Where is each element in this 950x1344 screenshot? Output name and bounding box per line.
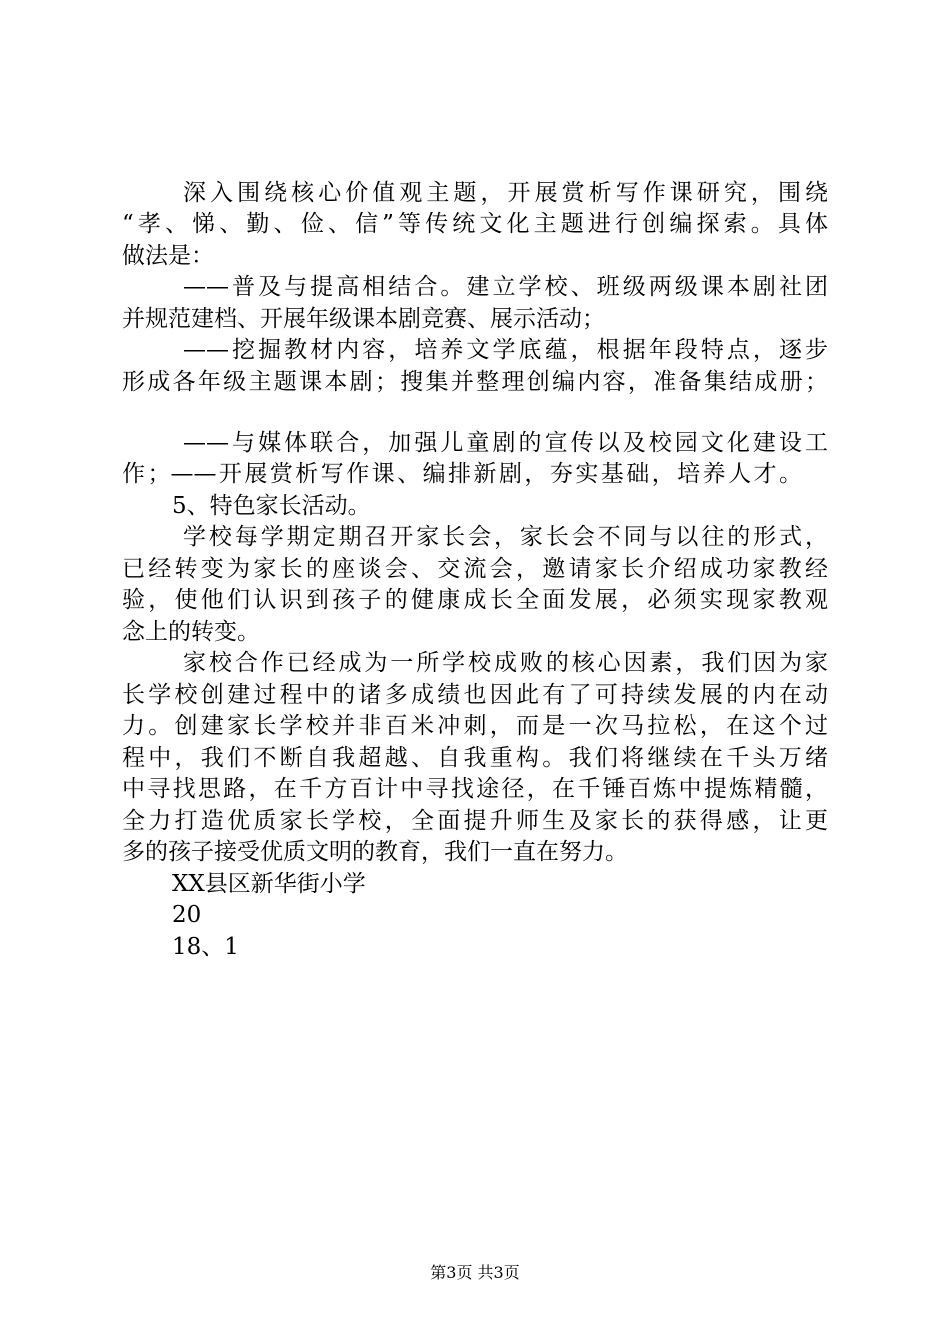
paragraph-3-line-5: 中寻找思路，在千方百计中寻找途径，在千锤百炼中提炼精髓，	[122, 776, 828, 802]
list-item-2-line-1: ——挖掘教材内容，培养文学底蕴，根据年段特点，逐步	[183, 337, 828, 363]
paragraph-1-line-3: 做法是：	[122, 243, 214, 269]
list-item-3-line-2: 作；——开展赏析写作课、编排新剧，夯实基础，培养人才。	[122, 461, 802, 487]
paragraph-2-line-1: 学校每学期定期召开家长会，家长会不同与以往的形式，	[183, 524, 828, 550]
paragraph-1-line-2: “孝、悌、勤、俭、信”等传统文化主题进行创编探索。具体	[122, 211, 828, 237]
section-heading: 5、特色家长活动。	[172, 493, 371, 519]
paragraph-3-line-4: 程中，我们不断自我超越、自我重构。我们将继续在千头万绪	[122, 745, 828, 771]
page-number-footer: 第3页 共3页	[430, 1263, 520, 1282]
list-item-1-line-2: 并规范建档、开展年级课本剧竞赛、展示活动；	[122, 306, 605, 332]
paragraph-3-line-7: 多的孩子接受优质文明的教育，我们一直在努力。	[122, 839, 628, 865]
list-item-1-line-1: ——普及与提高相结合。建立学校、班级两级课本剧社团	[183, 274, 828, 300]
paragraph-2-line-2: 已经转变为家长的座谈会、交流会，邀请家长介绍成功家教经	[122, 556, 828, 582]
paragraph-3-line-2: 长学校创建过程中的诸多成绩也因此有了可持续发展的内在动	[122, 682, 828, 708]
paragraph-2-line-3: 验，使他们认识到孩子的健康成长全面发展，必须实现家教观	[122, 587, 828, 613]
list-item-2-line-2: 形成各年级主题课本剧；搜集并整理创编内容，准备集结成册；	[122, 369, 828, 395]
list-item-3-line-1: ——与媒体联合，加强儿童剧的宣传以及校园文化建设工	[183, 430, 828, 456]
signature-date-rest: 18、1	[172, 934, 239, 960]
signature-school: XX县区新华街小学	[172, 871, 366, 897]
paragraph-3-line-1: 家校合作已经成为一所学校成败的核心因素，我们因为家	[183, 650, 828, 676]
paragraph-3-line-6: 全力打造优质家长学校，全面提升师生及家长的获得感，让更	[122, 808, 828, 834]
signature-date-year-part: 20	[172, 902, 202, 928]
paragraph-1-line-1: 深入围绕核心价值观主题，开展赏析写作课研究，围绕	[183, 180, 828, 206]
paragraph-3-line-3: 力。创建家长学校并非百米冲刺，而是一次马拉松，在这个过	[122, 713, 828, 739]
paragraph-2-line-4: 念上的转变。	[122, 619, 260, 645]
